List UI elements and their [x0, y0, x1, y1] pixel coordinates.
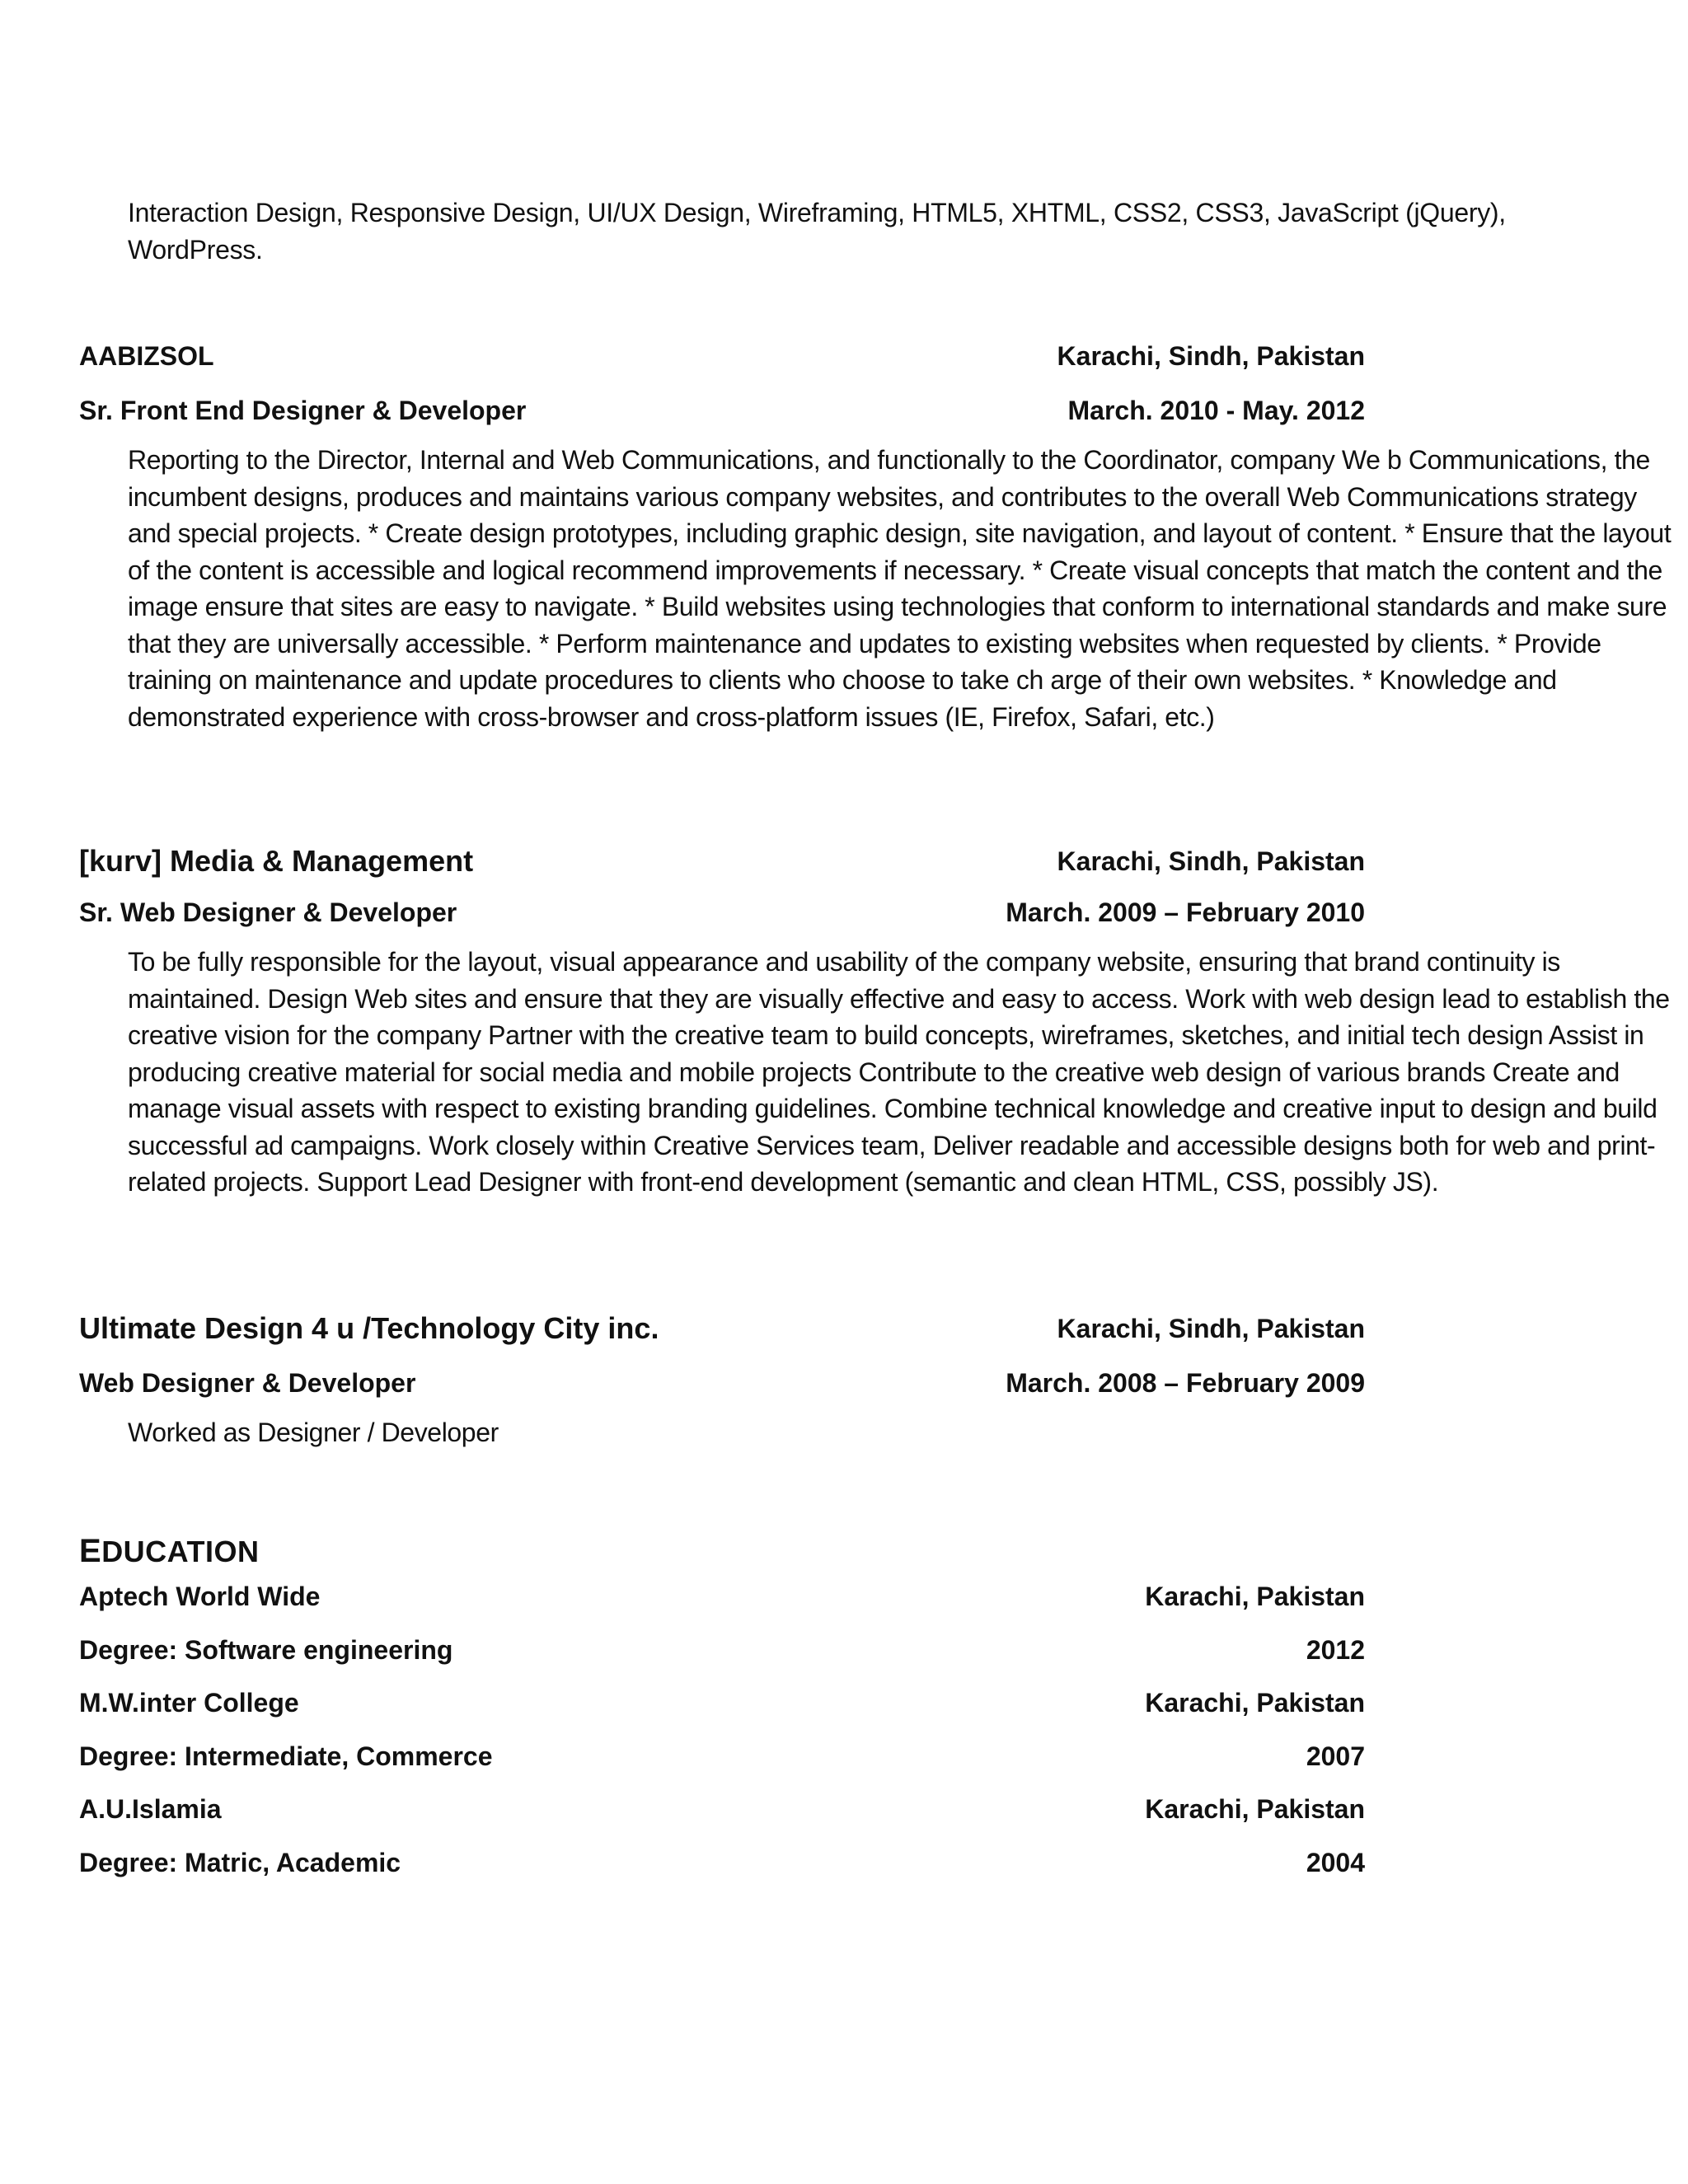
degree-year: 2012	[1306, 1634, 1365, 1665]
job-description: Reporting to the Director, Internal and Web Communications, and functionally to the Coordinator, company We b Communications, the incumbent designs, produces and maintains various company websites, and contributes to the overall Web Communications strategy and special projects. * Create design prototypes, including graphic design, site navigation, and layout of content. * Ensure that the layout of the content is accessible and logical recommend improvements if necessary. * Create visual concepts that match the content and the image ensure that sites are easy to navigate. * Build websites using technologies that conform to international standards and make sure that they are universally accessible. * Perform maintenance and updates to existing websites when requested by clients. * Provide training on maintenance and update procedures to clients who choose to take ch arge of their own websites. * Knowledge and demonstrated experience with cross-browser and cross-platform issues (IE, Firefox, Safari, etc.)	[128, 445, 1672, 732]
job-title-row	[79, 1366, 1365, 1399]
education-row	[79, 1730, 1365, 1783]
job-dates: March. 2009 – February 2010	[1006, 898, 1365, 927]
institution-location: Karachi, Pakistan	[1145, 1794, 1365, 1824]
institution-name: M.W.inter College	[79, 1688, 299, 1718]
job-title: Web Designer & Developer	[79, 1368, 416, 1398]
job-header-row	[79, 845, 1365, 878]
degree-year: 2004	[1306, 1847, 1365, 1877]
job-header-row	[79, 340, 1365, 373]
education-row	[79, 1570, 1365, 1624]
job-location: Karachi, Sindh, Pakistan	[1057, 341, 1365, 371]
job-description: To be fully responsible for the layout, visual appearance and usability of the company website, ensuring that brand continuity is maintained. Design Web sites and ensure that they are visually effective and easy to access. Work with web design lead to establish the creative vision for the company Partner with the creative team to build concepts, wireframes, sketches, and initial tech design Assist in producing creative material for social media and mobile projects Contribute to the creative web design of various brands Create and manage visual assets with respect to existing branding guidelines. Combine technical knowledge and creative input to design and build successful ad campaigns. Work closely within Creative Services team, Deliver readable and accessible designs both for web and print-related projects. Support Lead Designer with front-end development (semantic and clean HTML, CSS, possibly JS).	[128, 947, 1670, 1197]
job-dates: March. 2008 – February 2009	[1006, 1368, 1365, 1398]
education-heading-rest: DUCATION	[101, 1535, 260, 1568]
job-header-row	[79, 1312, 1365, 1345]
job-location: Karachi, Sindh, Pakistan	[1057, 1314, 1365, 1343]
job-entry	[79, 844, 1670, 1201]
education-row	[79, 1676, 1365, 1730]
institution-location: Karachi, Pakistan	[1145, 1582, 1365, 1611]
job-title: Sr. Web Designer & Developer	[79, 898, 457, 927]
education-heading	[79, 1533, 1365, 1570]
job-entry	[79, 340, 1672, 735]
institution-location: Karachi, Pakistan	[1145, 1688, 1365, 1718]
degree-name: Degree: Matric, Academic	[79, 1847, 401, 1877]
job-title-row	[79, 896, 1365, 929]
job-entry	[79, 1312, 1365, 1451]
education-section	[79, 1533, 1365, 1889]
education-heading-initial: E	[79, 1533, 102, 1569]
job-description: Worked as Designer / Developer	[128, 1418, 499, 1447]
company-name: Ultimate Design 4 u /Technology City inc.	[79, 1311, 659, 1345]
education-row	[79, 1783, 1365, 1836]
job-title-row	[79, 394, 1365, 427]
degree-year: 2007	[1306, 1741, 1365, 1771]
institution-name: A.U.Islamia	[79, 1794, 222, 1824]
company-name: [kurv] Media & Management	[79, 844, 474, 878]
job-title: Sr. Front End Designer & Developer	[79, 396, 527, 425]
job-dates: March. 2010 - May. 2012	[1067, 396, 1365, 425]
education-row	[79, 1836, 1365, 1890]
skills-paragraph: Interaction Design, Responsive Design, UI/UX Design, Wireframing, HTML5, XHTML, CSS2, CSS3, JavaScript (jQuery), WordPress.	[128, 198, 1506, 265]
education-row	[79, 1624, 1365, 1677]
job-location: Karachi, Sindh, Pakistan	[1057, 846, 1365, 876]
degree-name: Degree: Intermediate, Commerce	[79, 1741, 493, 1771]
degree-name: Degree: Software engineering	[79, 1634, 453, 1665]
institution-name: Aptech World Wide	[79, 1582, 321, 1611]
company-name: AABIZSOL	[79, 341, 214, 371]
